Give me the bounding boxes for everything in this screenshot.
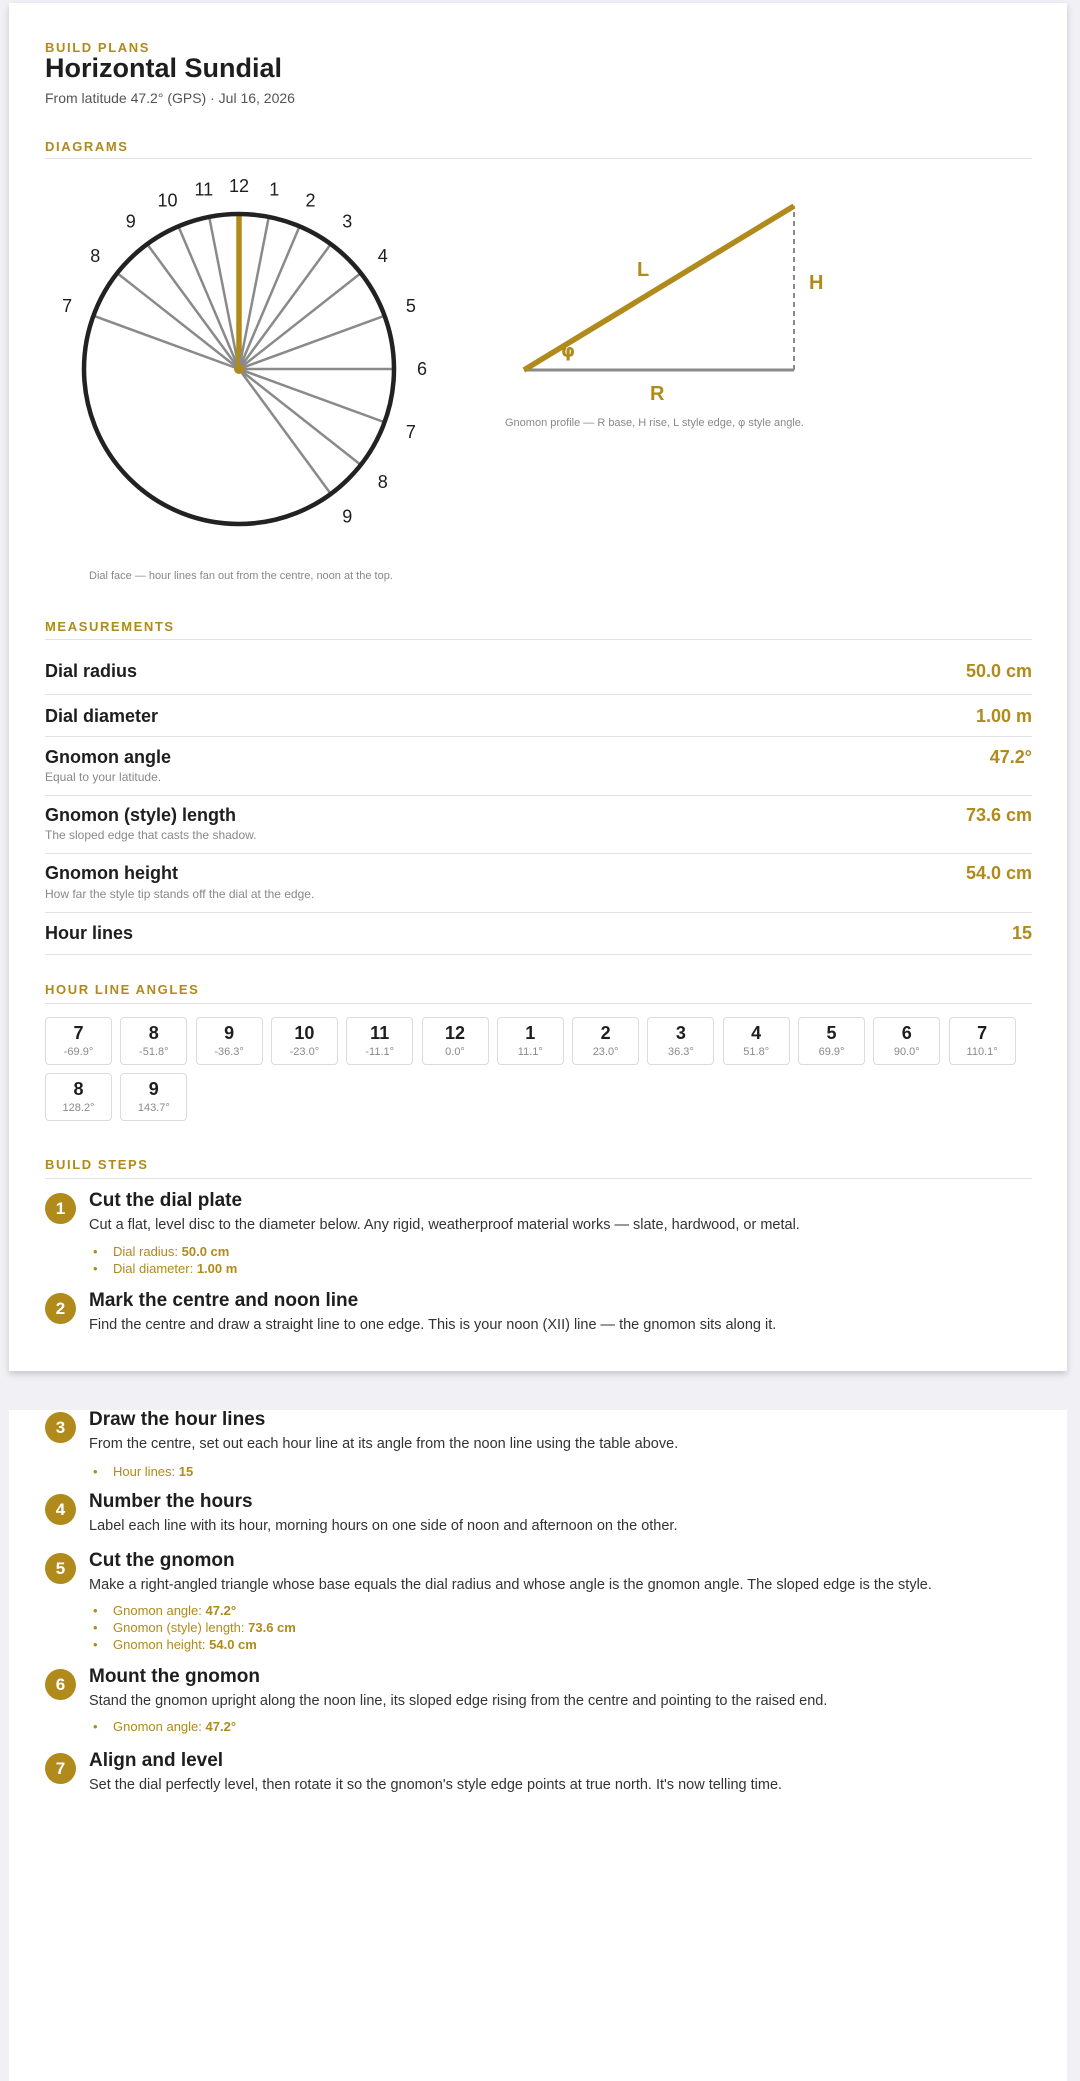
gnomon-label-phi: φ — [561, 341, 576, 362]
hour-angle-chip — [873, 1017, 940, 1065]
gnomon-caption: Gnomon profile — R base, H rise, L style edge, φ style angle. — [505, 417, 804, 429]
hour-angle-chip — [271, 1017, 338, 1065]
hour-angle-chip-hour: 7 — [977, 1023, 988, 1043]
hour-angle-chip-hour: 6 — [901, 1023, 912, 1043]
measurement-value: 73.6 cm — [965, 805, 1032, 825]
hour-angle-chip — [45, 1017, 112, 1065]
dial-hour-label: 7 — [405, 421, 416, 442]
step-title: Draw the hour lines — [89, 1409, 266, 1430]
step-title: Mark the centre and noon line — [89, 1290, 359, 1311]
dial-caption: Dial face — hour lines fan out from the centre, noon at the top. — [89, 570, 393, 582]
measurement-value: 1.00 m — [975, 706, 1032, 726]
hour-angle-chip-angle: 0.0° — [445, 1046, 465, 1058]
build-plan-card-bottom — [9, 1410, 1067, 2081]
hour-angle-chip-hour: 5 — [826, 1023, 837, 1043]
page-kicker: BUILD PLANS — [45, 40, 150, 55]
dial-hour-label: 5 — [405, 296, 416, 317]
hour-angle-chip-angle: 36.3° — [667, 1046, 694, 1058]
step-number: 4 — [45, 1494, 76, 1525]
hour-angle-chip-hour: 4 — [751, 1023, 762, 1043]
dial-hour-label: 9 — [342, 506, 353, 527]
hour-angle-chip-angle: -51.8° — [139, 1046, 169, 1058]
measurement-row-hour-lines — [45, 913, 1032, 955]
hour-angle-chip-hour: 11 — [370, 1023, 390, 1043]
hour-angle-chip-hour: 9 — [224, 1023, 235, 1043]
step-number: 2 — [45, 1293, 76, 1324]
section-divider — [45, 158, 1032, 159]
measurement-label: Dial diameter — [45, 706, 159, 726]
hour-angle-chip-angle: 128.2° — [62, 1102, 95, 1114]
hour-angle-chip-hour: 1 — [525, 1023, 536, 1043]
gnomon-label-H: H — [809, 272, 824, 294]
build-plan-card-top — [9, 3, 1067, 1371]
step-bullet: • Dial radius: 50.0 cm — [89, 1243, 237, 1260]
hour-angle-chip-angle: -69.9° — [63, 1046, 94, 1058]
hour-angle-chip-angle: 110.1° — [966, 1046, 998, 1058]
step-text: From the centre, set out each hour line at its angle from the noon line using the table above. — [89, 1436, 679, 1452]
dial-hour-line — [239, 316, 385, 369]
dial-hour-line — [93, 316, 239, 369]
hour-angle-chip — [949, 1017, 1016, 1065]
hour-angle-chip — [346, 1017, 413, 1065]
measurement-row-gnomon-length — [45, 796, 1032, 854]
step-number: 6 — [45, 1669, 76, 1700]
step-text: Cut a flat, level disc to the diameter below. Any rigid, weatherproof material works — slate, hardwood, or metal. — [89, 1217, 800, 1233]
hour-angle-chip — [647, 1017, 714, 1065]
hour-angle-chip — [120, 1017, 187, 1065]
dial-hour-line — [209, 217, 239, 369]
step-bullet: • Gnomon angle: 47.2° — [89, 1718, 236, 1735]
hour-angle-chip — [120, 1073, 187, 1121]
section-heading-measurements: MEASUREMENTS — [45, 619, 175, 634]
dial-hour-label: 10 — [157, 190, 178, 211]
hour-angle-chip-hour: 2 — [600, 1023, 611, 1043]
dial-hour-line — [239, 217, 269, 369]
step-bullets — [89, 1718, 236, 1735]
step-text: Stand the gnomon upright along the noon line, its sloped edge rising from the centre and pointing to the raised end. — [89, 1693, 828, 1709]
dial-hour-label: 1 — [269, 179, 280, 200]
step-bullets — [89, 1602, 296, 1653]
hour-angle-chip-hour: 9 — [148, 1079, 159, 1099]
dial-hour-label: 3 — [342, 211, 353, 232]
hour-angle-chip-angle: 69.9° — [818, 1046, 845, 1058]
step-text: Make a right-angled triangle whose base equals the dial radius and whose angle is the gnomon angle. The sloped edge is the style. — [89, 1577, 932, 1593]
measurement-note: Equal to your latitude. — [45, 770, 162, 784]
measurement-label: Hour lines — [45, 923, 134, 943]
section-heading-diagrams: DIAGRAMS — [45, 139, 129, 154]
measurement-value: 54.0 cm — [965, 863, 1032, 883]
hour-angle-chip-angle: 11.1° — [517, 1046, 543, 1058]
step-bullet: • Gnomon height: 54.0 cm — [89, 1636, 296, 1653]
page-title: Horizontal Sundial — [45, 53, 283, 83]
dial-hour-label: 7 — [62, 296, 73, 317]
hour-angle-chip-hour: 10 — [294, 1023, 315, 1043]
dial-hour-line — [239, 369, 385, 422]
page-subtitle: From latitude 47.2° (GPS) · Jul 16, 2026 — [45, 90, 295, 106]
dial-hour-label: 11 — [194, 179, 214, 200]
step-title: Cut the dial plate — [89, 1190, 243, 1211]
hour-angle-chip — [572, 1017, 639, 1065]
dial-hour-label: 9 — [125, 211, 136, 232]
step-text: Set the dial perfectly level, then rotate it so the gnomon's style edge points at true north. It's now telling time. — [89, 1777, 783, 1793]
hour-angle-chip — [497, 1017, 564, 1065]
section-heading-hour-line-angles: HOUR LINE ANGLES — [45, 982, 200, 997]
dial-hour-label: 8 — [377, 472, 388, 493]
dial-centre-dot — [234, 364, 244, 374]
section-divider — [45, 1003, 1032, 1004]
measurement-row-dial-radius — [45, 640, 1032, 695]
hour-angle-chip-angle: -11.1° — [365, 1046, 395, 1058]
measurement-label: Gnomon (style) length — [45, 805, 236, 825]
measurement-row-gnomon-angle — [45, 737, 1032, 796]
dial-hour-label: 12 — [228, 176, 250, 196]
step-title: Number the hours — [89, 1491, 253, 1512]
hour-angle-chip — [45, 1073, 112, 1121]
hour-angle-chip-angle: 143.7° — [137, 1102, 170, 1114]
hour-angle-chip-angle: -36.3° — [214, 1046, 244, 1058]
dial-hour-label: 4 — [377, 245, 388, 266]
hour-angle-chip — [723, 1017, 790, 1065]
hour-angle-chip-hour: 8 — [73, 1079, 84, 1099]
step-number: 1 — [45, 1193, 76, 1224]
hour-angle-chip-hour: 8 — [148, 1023, 159, 1043]
hour-angle-chip-hour: 7 — [73, 1023, 84, 1043]
measurement-value: 15 — [1011, 923, 1032, 943]
step-number: 7 — [45, 1753, 76, 1784]
dial-hour-label: 8 — [90, 245, 101, 266]
measurement-note: The sloped edge that casts the shadow. — [45, 828, 257, 842]
step-bullets — [89, 1243, 237, 1277]
hour-angle-chip-hour: 3 — [675, 1023, 686, 1043]
measurement-label: Gnomon angle — [45, 747, 171, 767]
dial-face-diagram — [59, 171, 428, 551]
gnomon-label-L: L — [637, 259, 650, 281]
dial-hour-label: 2 — [305, 190, 316, 211]
step-bullets — [89, 1463, 193, 1480]
hour-angle-chip-angle: 23.0° — [592, 1046, 619, 1058]
hour-angle-chip-angle: 90.0° — [893, 1046, 920, 1058]
dial-hour-label: 6 — [416, 359, 428, 379]
hour-angle-chip — [422, 1017, 489, 1065]
measurement-label: Dial radius — [45, 661, 138, 681]
hour-angle-chip-hour: 12 — [444, 1023, 466, 1043]
step-bullet: • Gnomon (style) length: 73.6 cm — [89, 1619, 296, 1636]
section-divider — [45, 1178, 1032, 1179]
step-bullet: • Gnomon angle: 47.2° — [89, 1602, 296, 1619]
step-title: Mount the gnomon — [89, 1666, 260, 1687]
step-number: 5 — [45, 1553, 76, 1584]
step-title: Cut the gnomon — [89, 1550, 235, 1571]
step-number: 3 — [45, 1412, 76, 1443]
hour-angle-chip-angle: 51.8° — [743, 1046, 770, 1058]
measurement-value: 47.2° — [989, 747, 1032, 767]
measurement-row-dial-diameter — [45, 695, 1032, 737]
measurement-row-gnomon-height — [45, 854, 1032, 913]
step-text: Find the centre and draw a straight line to one edge. This is your noon (XII) line — the gnomon sits along it. — [89, 1317, 777, 1333]
step-bullet: • Dial diameter: 1.00 m — [89, 1260, 237, 1277]
hour-angle-chip — [196, 1017, 263, 1065]
measurement-note: How far the style tip stands off the dial at the edge. — [45, 887, 315, 901]
step-bullet: • Hour lines: 15 — [89, 1463, 193, 1480]
measurement-label: Gnomon height — [45, 863, 178, 883]
gnomon-profile-diagram — [509, 193, 839, 423]
measurement-value: 50.0 cm — [965, 661, 1032, 681]
hour-angle-chip — [798, 1017, 865, 1065]
step-title: Align and level — [89, 1750, 224, 1771]
section-heading-build-steps: BUILD STEPS — [45, 1157, 149, 1172]
hour-angle-chip-angle: -23.0° — [289, 1046, 320, 1058]
gnomon-label-R: R — [650, 383, 665, 405]
step-text: Label each line with its hour, morning hours on one side of noon and afternoon on the other. — [89, 1518, 678, 1534]
